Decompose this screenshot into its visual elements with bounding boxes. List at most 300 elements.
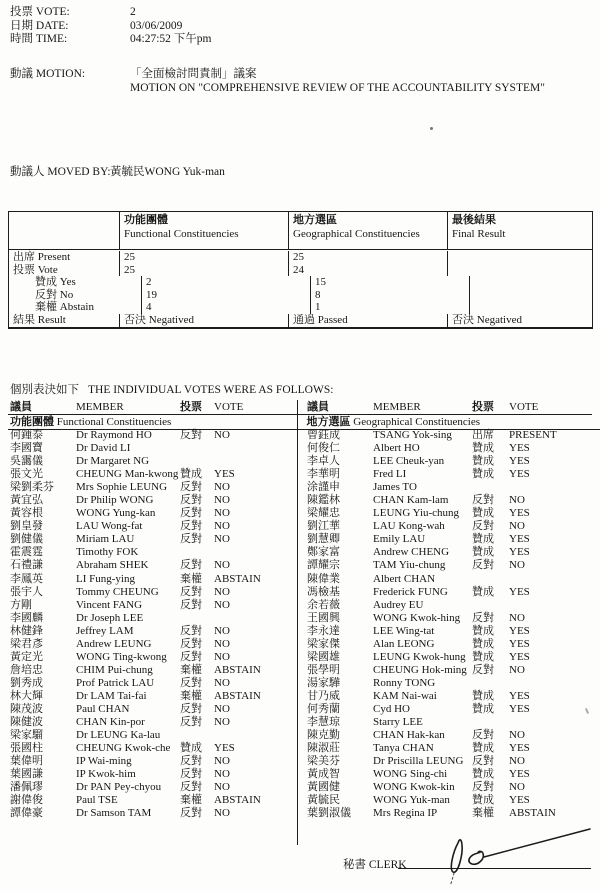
member-vote-zh: 出席 [472, 429, 494, 441]
member-row [10, 716, 298, 729]
member-vote-zh: 贊成 [472, 507, 494, 520]
member-name-en: CHAN Hak-kan [373, 729, 445, 742]
member-vote-zh: 反對 [180, 637, 202, 650]
member-name-en: TSANG Yok-sing [373, 429, 452, 441]
member-name-en: Dr Philip WONG [76, 494, 154, 507]
member-row [307, 794, 595, 807]
member-name-en: WONG Yung-kan [76, 507, 156, 520]
member-name-en: Dr Joseph LEE [76, 611, 144, 624]
member-vote-zh: 反對 [472, 663, 494, 676]
member-vote-zh: 贊成 [472, 742, 494, 755]
summary-functional-value: 19 [141, 289, 310, 302]
member-name-zh: 譚耀宗 [307, 559, 340, 572]
date-row [10, 20, 211, 34]
summary-final-value [469, 301, 592, 314]
member-row [307, 638, 595, 651]
member-name-en: WONG Yuk-man [373, 794, 450, 807]
member-vote-en: YES [509, 702, 530, 715]
moved-by-label: 動議人 MOVED BY: [10, 166, 111, 178]
member-name-zh: 梁美芬 [307, 755, 340, 768]
member-name-zh: 梁家傑 [307, 637, 340, 650]
member-name-en: Abraham SHEK [76, 559, 149, 572]
summary-geographical-value: 通過 Passed [288, 314, 447, 327]
summary-row-label: 棄權 Abstain [35, 301, 94, 314]
functional-group-en: Functional Constituencies [56, 415, 172, 428]
member-vote-en: ABSTAIN [214, 689, 261, 702]
vote-col-header-en: VOTE [214, 401, 244, 413]
member-vote-zh: 贊成 [472, 637, 494, 650]
summary-row [9, 301, 592, 314]
member-vote-zh: 反對 [180, 676, 202, 689]
member-name-en: LEE Wing-tat [373, 624, 435, 637]
member-vote-zh: 反對 [472, 781, 494, 794]
member-vote-en [214, 442, 298, 455]
member-vote-zh: 棄權 [180, 794, 202, 807]
member-name-zh: 陳克勤 [307, 729, 340, 742]
member-vote-zh [472, 677, 509, 690]
member-vote-en: NO [214, 781, 230, 794]
member-row [10, 781, 298, 794]
geographical-member-rows [307, 429, 595, 820]
summary-row-label: 出席 Present [13, 251, 71, 263]
member-name-zh: 梁國雄 [307, 650, 340, 663]
member-vote-en: NO [214, 520, 230, 533]
member-name-en: Mrs Regina IP [373, 807, 438, 820]
member-name-zh: 梁劉柔芬 [10, 481, 54, 494]
summary-geographical-value: 25 [288, 251, 447, 264]
member-name-en: Andrew LEUNG [76, 637, 152, 650]
member-vote-en [509, 599, 595, 612]
member-vote-zh: 反對 [180, 598, 202, 611]
summary-functional-value: 4 [141, 301, 310, 314]
member-vote-zh: 贊成 [472, 624, 494, 637]
member-name-en: Paul CHAN [76, 702, 130, 715]
member-row [10, 651, 298, 664]
member-name-en: WONG Kwok-kin [373, 781, 455, 794]
member-vote-en: NO [214, 507, 230, 520]
member-vote-zh [180, 612, 214, 625]
member-name-en: CHAN Kin-por [76, 716, 145, 729]
summary-final-value [447, 264, 592, 277]
member-name-en: IP Wai-ming [76, 755, 132, 768]
member-name-en: LEE Cheuk-yan [373, 455, 445, 468]
member-name-en: CHEUNG Kwok-che [76, 742, 171, 755]
moved-by-block [10, 166, 225, 180]
member-name-zh: 甘乃威 [307, 689, 340, 702]
member-name-en: Dr Priscilla LEUNG [373, 755, 464, 768]
member-vote-zh [180, 729, 214, 742]
member-name-zh: 霍震霆 [10, 546, 43, 559]
member-name-en: Jeffrey LAM [76, 624, 134, 637]
member-vote-en: PRESENT [509, 429, 557, 441]
member-vote-en: NO [509, 729, 525, 742]
member-row [10, 729, 298, 742]
member-name-zh: 李國寶 [10, 442, 43, 455]
member-name-en: Ronny TONG [373, 676, 436, 689]
member-row [307, 599, 595, 612]
member-vote-en: NO [214, 702, 230, 715]
member-row [307, 520, 595, 533]
member-row [307, 677, 595, 690]
member-name-zh: 湯家驊 [307, 676, 340, 689]
member-vote-en: NO [214, 585, 230, 598]
member-vote-zh: 反對 [180, 559, 202, 572]
member-vote-en: NO [214, 559, 230, 572]
member-vote-en: NO [214, 768, 230, 781]
vote-col-header-zh: 投票 [180, 401, 202, 413]
individual-votes-intro [10, 384, 333, 397]
member-name-en: CHEUNG Man-kwong [76, 468, 179, 481]
member-name-en: Vincent FANG [76, 598, 143, 611]
member-name-zh: 李永達 [307, 624, 340, 637]
date-label: 日期 DATE: [10, 19, 69, 32]
summary-header-final [447, 212, 592, 249]
member-name-zh: 李卓人 [307, 455, 340, 468]
vote-number-label: 投票 VOTE: [10, 6, 70, 18]
member-name-en: Albert CHAN [373, 572, 436, 585]
summary-geographical-value: 1 [310, 301, 469, 314]
member-name-zh: 李鳳英 [10, 572, 43, 585]
member-name-zh: 劉健儀 [10, 533, 43, 546]
member-name-zh: 黃宜弘 [10, 494, 43, 507]
final-result-header-en: Final Result [452, 227, 506, 240]
member-vote-zh: 反對 [180, 585, 202, 598]
member-row [307, 729, 595, 742]
member-vote-en: NO [214, 494, 230, 507]
member-vote-zh [180, 546, 214, 559]
member-row [10, 442, 298, 455]
member-name-en: Albert HO [373, 442, 420, 455]
summary-row-label: 贊成 Yes [35, 276, 76, 289]
member-name-zh: 陳茂波 [10, 702, 43, 715]
member-name-zh: 潘佩璆 [10, 781, 43, 794]
vote-col-header-en: VOTE [509, 401, 539, 413]
member-name-zh: 李慧琼 [307, 716, 340, 729]
member-vote-zh: 反對 [180, 494, 202, 507]
member-vote-zh: 反對 [472, 559, 494, 572]
member-vote-zh: 反對 [180, 650, 202, 663]
time-value: 04:27:52 下午pm [130, 33, 212, 45]
member-row [307, 625, 595, 638]
member-name-zh: 鄭家富 [307, 546, 340, 559]
member-name-en: Dr Raymond HO [76, 429, 152, 441]
member-name-zh: 劉秀成 [10, 676, 43, 689]
member-name-en: CHAN Kam-lam [373, 494, 449, 507]
member-row [307, 546, 595, 559]
member-vote-zh: 棄權 [180, 572, 202, 585]
member-name-en: Dr Samson TAM [76, 807, 152, 820]
functional-group-zh: 功能團體 [10, 415, 54, 428]
member-row [10, 742, 298, 755]
member-vote-en: YES [509, 546, 530, 559]
member-name-zh: 黃容根 [10, 507, 43, 520]
member-name-en: KAM Nai-wai [373, 689, 437, 702]
member-name-zh: 王國興 [307, 611, 340, 624]
member-row [10, 507, 298, 520]
member-name-zh: 葉偉明 [10, 755, 43, 768]
member-row [10, 768, 298, 781]
member-row [10, 677, 298, 690]
member-vote-zh: 贊成 [472, 585, 494, 598]
member-vote-en: YES [509, 742, 530, 755]
member-vote-en: YES [509, 455, 530, 468]
member-vote-zh: 反對 [472, 729, 494, 742]
member-name-en: Andrew CHENG [373, 546, 450, 559]
member-row [10, 703, 298, 716]
member-vote-en: NO [509, 520, 525, 533]
member-row [10, 664, 298, 677]
member-vote-zh: 贊成 [472, 794, 494, 807]
member-name-en: LEUNG Yiu-chung [373, 507, 460, 520]
member-row [307, 807, 595, 820]
member-name-zh: 謝偉俊 [10, 794, 43, 807]
member-row [307, 716, 595, 729]
member-name-en: LEUNG Kwok-hung [373, 650, 466, 663]
member-col-header-en: MEMBER [76, 401, 124, 413]
member-name-en: James TO [373, 481, 417, 494]
member-vote-en: NO [509, 611, 525, 624]
functional-member-rows [10, 429, 298, 820]
functional-header-zh: 功能團體 [124, 214, 168, 226]
member-row [10, 559, 298, 572]
member-name-zh: 何秀蘭 [307, 702, 340, 715]
geographical-group-subheader [299, 416, 600, 430]
member-vote-zh: 反對 [180, 768, 202, 781]
final-result-header-zh: 最後結果 [452, 214, 496, 226]
member-vote-zh [472, 599, 509, 612]
member-name-en: Audrey EU [373, 598, 424, 611]
member-name-en: Frederick FUNG [373, 585, 448, 598]
member-name-zh: 何鍾泰 [10, 429, 43, 441]
motion-title-zh: 「全面檢討問責制」議案 [130, 68, 257, 80]
member-vote-zh [180, 455, 214, 468]
summary-row [9, 251, 592, 264]
member-name-en: Dr Margaret NG [76, 455, 150, 468]
member-row [10, 599, 298, 612]
member-vote-en: YES [214, 742, 235, 755]
summary-row [9, 314, 592, 327]
member-table-header-right [307, 401, 592, 413]
time-label: 時間 TIME: [10, 33, 68, 45]
geographical-group-en: Geographical Constituencies [353, 415, 481, 428]
member-vote-en: YES [509, 442, 530, 455]
member-row [307, 586, 595, 599]
member-name-zh: 張宇人 [10, 585, 43, 598]
member-row [307, 768, 595, 781]
member-name-zh: 張學明 [307, 663, 340, 676]
summary-header-blank [9, 212, 119, 249]
member-name-en: Starry LEE [373, 716, 423, 729]
member-vote-zh: 贊成 [180, 742, 202, 755]
member-name-en: CHIM Pui-chung [76, 663, 153, 676]
member-row [307, 442, 595, 455]
summary-row [9, 289, 592, 302]
member-vote-en [509, 573, 595, 586]
member-name-en: Miriam LAU [76, 533, 135, 546]
member-row [307, 573, 595, 586]
member-vote-en: NO [214, 533, 230, 546]
scan-speck [430, 127, 433, 130]
member-row [307, 455, 595, 468]
member-vote-zh: 反對 [180, 755, 202, 768]
member-row [307, 690, 595, 703]
member-vote-zh: 反對 [472, 611, 494, 624]
member-vote-en: ABSTAIN [214, 572, 261, 585]
member-name-en: Dr LAM Tai-fai [76, 689, 147, 702]
member-name-zh: 陳偉業 [307, 572, 340, 585]
functional-header-en: Functional Constituencies [124, 227, 239, 240]
member-name-zh: 黃定光 [10, 650, 43, 663]
member-row [307, 533, 595, 546]
member-row [10, 546, 298, 559]
member-vote-en: YES [509, 637, 530, 650]
functional-group-subheader [8, 416, 299, 430]
summary-functional-value: 25 [119, 251, 288, 264]
member-table-header-left [10, 401, 296, 413]
member-name-en: WONG Kwok-hing [373, 611, 461, 624]
member-vote-zh: 贊成 [472, 546, 494, 559]
geographical-group-zh: 地方選區 [306, 415, 351, 428]
member-vote-en: YES [509, 689, 530, 702]
member-name-en: WONG Ting-kwong [76, 650, 167, 663]
member-name-zh: 陳健波 [10, 716, 43, 729]
member-vote-en: NO [509, 494, 525, 507]
member-row [307, 507, 595, 520]
member-vote-en: YES [509, 650, 530, 663]
member-vote-en: ABSTAIN [214, 663, 261, 676]
member-vote-zh: 棄權 [180, 689, 202, 702]
summary-geographical-value: 15 [310, 276, 469, 289]
clerk-label: 秘書 CLERK [343, 859, 407, 871]
summary-row-label: 結果 Result [13, 313, 66, 326]
member-name-zh: 陳淑莊 [307, 742, 340, 755]
member-name-en: Timothy FOK [76, 546, 139, 559]
member-vote-zh: 反對 [180, 716, 202, 729]
header-rule [8, 414, 592, 415]
member-vote-zh [180, 442, 214, 455]
member-vote-en [214, 612, 298, 625]
member-vote-zh: 贊成 [472, 650, 494, 663]
member-vote-en: YES [509, 768, 530, 781]
member-vote-zh: 贊成 [472, 689, 494, 702]
member-row [10, 586, 298, 599]
member-name-en: Paul TSE [76, 794, 118, 807]
member-vote-en: NO [214, 624, 230, 637]
member-name-zh: 葉劉淑儀 [307, 807, 351, 820]
member-name-zh: 梁家騮 [10, 729, 43, 742]
member-name-zh: 譚偉豪 [10, 807, 43, 820]
summary-row [9, 264, 592, 277]
member-vote-en: YES [509, 794, 530, 807]
geographical-header-zh: 地方選區 [293, 214, 337, 226]
summary-functional-value: 否決 Negatived [119, 314, 288, 327]
member-vote-zh: 棄權 [180, 663, 202, 676]
member-vote-zh: 贊成 [472, 702, 494, 715]
member-row [307, 781, 595, 794]
summary-geographical-value: 24 [288, 264, 447, 277]
member-name-zh: 方剛 [10, 598, 32, 611]
time-row [10, 33, 211, 47]
member-name-zh: 梁君彥 [10, 637, 43, 650]
member-vote-en: YES [214, 468, 235, 481]
summary-table-body [9, 251, 592, 327]
member-vote-en: NO [509, 663, 525, 676]
member-name-en: Alan LEONG [373, 637, 435, 650]
member-name-zh: 劉皇發 [10, 520, 43, 533]
vote-number-row [10, 6, 211, 20]
member-row [307, 664, 595, 677]
member-vote-zh [472, 716, 509, 729]
member-col-header-en: MEMBER [373, 401, 421, 413]
motion-title-en: MOTION ON "COMPREHENSIVE REVIEW OF THE ACCOUNTABILITY SYSTEM" [130, 81, 545, 94]
member-vote-en: NO [214, 637, 230, 650]
member-vote-en: YES [509, 507, 530, 520]
member-row [307, 755, 595, 768]
member-name-en: Dr LEUNG Ka-lau [76, 729, 161, 742]
member-name-zh: 黃國健 [307, 781, 340, 794]
member-name-zh: 李國麟 [10, 611, 43, 624]
summary-geographical-value: 8 [310, 289, 469, 302]
member-vote-en: NO [214, 807, 230, 820]
summary-header-row [9, 212, 592, 250]
motion-text [130, 68, 545, 95]
member-vote-en: NO [214, 755, 230, 768]
member-row [307, 494, 595, 507]
member-vote-en: NO [214, 598, 230, 611]
member-vote-zh: 反對 [180, 781, 202, 794]
member-name-zh: 梁耀忠 [307, 507, 340, 520]
member-vote-en: NO [509, 781, 525, 794]
member-vote-zh: 反對 [180, 533, 202, 546]
moved-by-value: 黃毓民WONG Yuk-man [110, 166, 225, 178]
member-row [307, 651, 595, 664]
member-name-zh: 馮檢基 [307, 585, 340, 598]
member-row [10, 494, 298, 507]
member-vote-en: NO [509, 559, 525, 572]
member-row [10, 807, 298, 820]
member-row [307, 612, 595, 625]
member-name-en: Fred LI [373, 468, 407, 481]
member-vote-zh [472, 481, 509, 494]
motion-block [10, 68, 545, 95]
summary-row [9, 276, 592, 289]
member-name-en: TAM Yiu-chung [373, 559, 446, 572]
member-name-zh: 林健鋒 [10, 624, 43, 637]
member-name-zh: 何俊仁 [307, 442, 340, 455]
member-vote-en [509, 716, 595, 729]
member-vote-zh: 贊成 [472, 468, 494, 481]
member-row [307, 559, 595, 572]
member-name-zh: 劉慧卿 [307, 533, 340, 546]
summary-final-value: 否決 Negatived [447, 314, 592, 327]
member-name-zh: 林大輝 [10, 689, 43, 702]
member-vote-en [509, 677, 595, 690]
vote-summary-table [8, 211, 593, 329]
member-name-en: Prof Patrick LAU [76, 676, 155, 689]
summary-functional-value: 25 [119, 264, 288, 277]
member-name-en: LI Fung-ying [76, 572, 135, 585]
member-row [10, 755, 298, 768]
summary-row-label: 反對 No [35, 288, 74, 301]
member-name-en: Cyd HO [373, 702, 410, 715]
member-name-en: Tanya CHAN [373, 742, 434, 755]
vote-col-header-zh: 投票 [472, 401, 494, 413]
member-vote-zh: 反對 [472, 520, 494, 533]
member-row [307, 468, 595, 481]
member-name-zh: 詹培忠 [10, 663, 43, 676]
member-vote-zh: 反對 [472, 494, 494, 507]
scan-speck [148, 36, 150, 38]
